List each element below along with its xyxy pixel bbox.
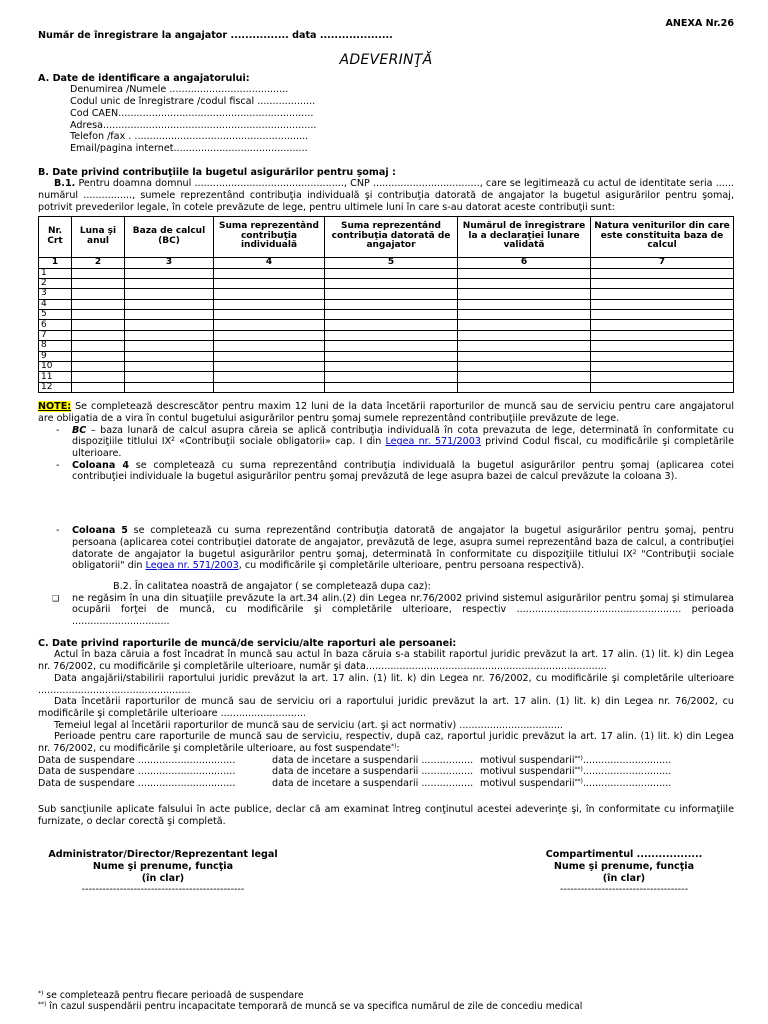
table-cell[interactable] [214,289,325,299]
table-cell[interactable] [458,320,591,330]
col5-superscript: 2 [632,548,637,556]
table-cell[interactable] [325,289,458,299]
table-cell[interactable] [214,351,325,361]
header-individual-contribution: Suma reprezentând contribuţia individuală [214,216,325,257]
table-cell[interactable] [591,382,734,392]
suspension-superscript: *) [391,743,397,751]
reason-dots: ............................. [582,778,672,790]
table-row [39,268,734,278]
table-cell[interactable] [325,341,458,351]
table-cell[interactable] [72,330,125,340]
column-number: 5 [325,257,458,268]
reason-superscript: **) [574,778,583,786]
table-cell[interactable] [125,362,214,372]
note-bc-item [56,425,734,460]
table-row [39,351,734,361]
footnote-2-text: în cazul suspendării pentru incapacitate temporară de muncă se va specifica numărul de zile de concediu medical [46,1001,583,1013]
table-cell[interactable] [125,382,214,392]
table-cell[interactable] [591,351,734,361]
address-line: Adresa...................................................................... [70,119,317,131]
phone-fax-line: Telefon /fax . ......................................................... [70,131,309,143]
note-paragraph [38,401,734,424]
row-number-cell: 10 [39,362,72,372]
row-number-cell: 2 [39,278,72,288]
table-cell[interactable] [125,320,214,330]
document-title: ADEVERINŢĂ [339,51,433,68]
legal-rep-signature-line: ----------------------------------------------- [81,884,245,896]
bc-text: – baza lunară de calcul asupra căreia se aplică contribuţia individuală în cota prevazuta de lege, determinată în conformitate cu dispoziţiile titlului IX [72,424,734,448]
table-cell[interactable] [125,341,214,351]
table-row [39,330,734,340]
header-calc-base: Baza de calcul (BC) [125,216,214,257]
col5-label: Coloana 5 [72,525,128,537]
table-cell[interactable] [591,372,734,382]
column-number: 1 [39,257,72,268]
legal-rep-name-label: Nume şi prenume, funcţia [92,861,234,872]
table-cell[interactable] [72,341,125,351]
note-text: Se completează descrescător pentru maxim 12 luni de la data încetării raporturilor de muncă sau de serviciu pentru care angajatorul are obligatia de a vira în contul bugetului asigurărilor pentru şomaj sumele reprezentând contribuţiile prevăzute de lege. [38,401,734,424]
table-cell[interactable] [591,310,734,320]
signature-legal-rep [38,849,288,896]
b2-checkbox-item[interactable] [38,593,734,628]
footnote-2 [38,1001,734,1012]
row-number-cell: 7 [39,330,72,340]
table-cell[interactable] [325,330,458,340]
law-571-link[interactable]: Legea nr. 571/2003 [385,436,481,448]
header-income-nature: Natura veniturilor din care este constituita baza de calcul [591,216,734,257]
table-cell[interactable] [458,382,591,392]
employer-name-line: Denumirea /Numele ....................................... [70,84,289,96]
table-cell[interactable] [72,372,125,382]
termination-date-line: Data încetării raporturilor de muncă sau de serviciu ori a raportului juridic prevăzut la art. 17 alin. (1) lit. k) din Legea nr. 76/2002, cu modificările şi completările ulterioare ............................ [38,696,734,719]
table-cell[interactable] [591,289,734,299]
table-cell[interactable] [458,289,591,299]
column-number-row [39,257,734,268]
table-cell[interactable] [325,382,458,392]
section-b-heading: B. Date privind contribuţiile la bugetul asigurărilor pentru şomaj : [38,166,396,178]
bc-label: BC [72,424,87,436]
table-row [39,320,734,330]
section-c-heading: C. Date privind raporturile de muncă/de serviciu/alte raporturi ale persoanei: [38,637,457,649]
contributions-table [38,216,734,394]
note-list [38,425,734,484]
row-number-cell: 9 [39,351,72,361]
table-cell[interactable] [125,278,214,288]
note-col5-item [56,525,734,572]
table-cell[interactable] [125,289,214,299]
reason-dots: ............................. [582,766,672,778]
suspension-start: Data de suspendare ................................ [38,766,236,778]
row-number-cell: 6 [39,320,72,330]
department-title: Compartimentul .................. [545,849,703,861]
table-cell[interactable] [214,320,325,330]
suspension-end: data de incetare a suspendarii ................. [272,778,474,790]
bc-text: «Contribuţii sociale obligatorii» cap. I din [175,436,386,448]
table-cell[interactable] [325,351,458,361]
contract-act-line: Actul în baza căruia a fost încadrat în muncă sau actul în baza căruia s-a stabilit raportul juridic prevăzut la art. 17 alin. (1) lit. k) din Legea nr. 76/2002, cu modificările şi completările ulterioare, număr şi data............................................................................... [38,649,734,673]
table-cell[interactable] [214,362,325,372]
legal-rep-clear-label: (în clar) [141,872,185,884]
suspension-row [38,778,734,790]
table-cell[interactable] [72,268,125,278]
table-cell[interactable] [214,341,325,351]
table-cell[interactable] [72,320,125,330]
table-cell[interactable] [72,299,125,309]
table-row [39,299,734,309]
header-month-year: Luna şi anul [72,216,125,257]
table-cell[interactable] [125,351,214,361]
reason-superscript: **) [574,754,583,762]
table-row [39,289,734,299]
table-cell[interactable] [325,320,458,330]
suspension-start: Data de suspendare ................................ [38,754,236,766]
department-clear-label: (în clar) [602,872,646,884]
table-cell[interactable] [72,278,125,288]
column-number: 7 [591,257,734,268]
signature-block [38,849,734,896]
table-cell[interactable] [72,351,125,361]
row-number-cell: 1 [39,268,72,278]
table-row [39,362,734,372]
caen-code-line: Cod CAEN................................................................ [70,107,314,119]
signature-department [524,849,724,896]
law-571-link[interactable]: Legea nr. 571/2003 [145,560,239,572]
table-row [39,310,734,320]
table-cell[interactable] [214,310,325,320]
col5-text: se completează cu suma reprezentând contribuţia datorată de angajator la bugetul asigurărilor pentru şomaj, pentru persoana (aplicarea cotei contribuţiei datorate de angajator, prevăzută de lege, asupra sumei reprezentând baza de calcul, a contribuţiei datorate de angajator la bugetul asigurărilor pentru şomaj, determinată în conformitate cu dispoziţiile titlului IX [72,525,734,560]
footnotes [38,990,734,1013]
table-cell[interactable] [325,268,458,278]
table-cell[interactable] [591,320,734,330]
footnote-2-mark: **) [38,1001,47,1009]
termination-basis-line: Temeiul legal al încetării raporturilor de muncă sau de serviciu (art. şi act normativ) .................................. [54,719,563,731]
table-cell[interactable] [214,268,325,278]
table-cell[interactable] [72,289,125,299]
b1-label: B.1. [54,178,76,190]
table-cell[interactable] [125,268,214,278]
table-cell[interactable] [458,278,591,288]
column-number: 4 [214,257,325,268]
department-signature-line: ------------------------------------- [559,884,689,896]
suspension-colon: : [396,743,400,755]
legal-rep-title: Administrator/Director/Reprezentant legal [48,849,278,861]
b2-heading: B.2. În calitatea noastră de angajator ( se completează dupa caz): [113,580,431,592]
annex-number: ANEXA Nr.26 [665,18,734,29]
table-cell[interactable] [591,362,734,372]
table-cell[interactable] [458,330,591,340]
table-cell[interactable] [72,382,125,392]
section-a-heading: A. Date de identificare a angajatorului: [38,72,250,84]
document-page [38,18,734,896]
suspension-reason: motivul suspendarii [480,778,575,790]
row-number-cell: 5 [39,310,72,320]
suspension-periods-line [38,731,734,754]
bc-text: privind Codul fiscal, cu modificările şi completările ulterioare. [72,436,734,460]
row-number-cell: 12 [39,382,72,392]
table-cell[interactable] [458,299,591,309]
footnote-1-text: se completează pentru fiecare perioadă de suspendare [43,990,304,1001]
footnote-1 [38,990,734,1001]
column-number: 2 [72,257,125,268]
employment-date-line: Data angajării/stabilirii raportului juridic prevăzut la art. 17 alin. (1) lit. k) din Legea nr. 76/2002, cu modificările şi completările ulterioare .................................................. [38,672,734,696]
footnote-1-mark: *) [38,990,44,997]
table-cell[interactable] [591,341,734,351]
table-cell[interactable] [72,362,125,372]
note-label: NOTE: [38,401,72,413]
table-cell[interactable] [214,382,325,392]
row-number-cell: 3 [39,289,72,299]
header-employer-contribution: Suma reprezentând contribuţia datorată de angajator [325,216,458,257]
table-cell[interactable] [591,330,734,340]
suspension-end: data de incetare a suspendarii ................. [272,754,474,766]
table-cell[interactable] [125,330,214,340]
suspension-reason: motivul suspendarii [480,766,575,778]
table-cell[interactable] [214,278,325,288]
table-cell[interactable] [458,268,591,278]
table-cell[interactable] [214,299,325,309]
note-col4-item [56,460,734,483]
col4-text: se completează cu suma reprezentând contribuţia individuală la bugetul asigurărilor pentru şomaj (aplicarea cotei contribuţiei individuale la bugetul asigurărilor pentru şomaj prevăzută de lege asupra bazei de calcul prevăzute la coloana 3). [72,459,735,483]
table-cell[interactable] [458,310,591,320]
suspension-row [38,766,734,778]
b1-paragraph [38,178,734,213]
table-cell[interactable] [214,330,325,340]
department-name-label: Nume şi prenume, funcţia [553,861,695,872]
suspension-reason: motivul suspendarii [480,754,575,766]
registration-line: Număr de înregistrare la angajator ................ data .................... [38,30,393,41]
table-cell[interactable] [325,310,458,320]
table-cell[interactable] [125,310,214,320]
table-cell[interactable] [214,372,325,382]
table-cell[interactable] [325,299,458,309]
note-list-2 [38,525,734,572]
suspension-end: data de incetare a suspendarii ................. [272,766,474,778]
b2-item-text: ne regăsim în una din situaţiile prevăzute la art.34 alin.(2) din Legea nr.76/2002 privind sistemul asigurărilor pentru şomaj şi stimularea ocupării forţei de muncă, cu modificările şi completările ulterioare, respectiv ...................................................... perioada ................................ [72,592,734,628]
table-cell[interactable] [325,372,458,382]
suspension-text: Perioade pentru care raporturile de muncă sau de serviciu, respectiv, după caz, raportul juridic prevăzut la art. 17 alin. (1) lit. k) din Legea nr. 76/2002, cu modificările şi completările ulterioare, au fost suspendate [38,731,734,755]
row-number-cell: 8 [39,341,72,351]
table-cell[interactable] [125,372,214,382]
table-row [39,341,734,351]
table-header-row [39,216,734,257]
declaration-text: Sub sancţiunile aplicate falsului în acte publice, declar că am examinat întreg conţinutul acestei adeverinţe şi, în conformitate cu informaţiile furnizate, o declar corectă şi completă. [38,803,734,827]
column-number: 3 [125,257,214,268]
reason-superscript: **) [574,766,583,774]
suspension-start: Data de suspendare ................................ [38,778,236,790]
b1-text: Pentru doamna domnul ................................................., CNP ..................................., care se legitimează cu actul de identitate seria ...... numărul ................, sumele reprezentând contribuţia individuală şi contribuţia datorată de angajator la bugetul asigurărilor pentru şomaj, potrivit prevederilor legale, în cotele prevăzute de lege, pentru ultimele luni în care s-au datorat aceste contribuţii sunt: [38,178,734,213]
suspension-rows [38,755,734,790]
table-cell[interactable] [591,299,734,309]
row-number-cell: 4 [39,299,72,309]
table-cell[interactable] [591,268,734,278]
table-cell[interactable] [458,351,591,361]
table-row [39,382,734,392]
row-number-cell: 11 [39,372,72,382]
column-number: 6 [458,257,591,268]
table-cell[interactable] [458,372,591,382]
col4-label: Coloana 4 [72,459,130,471]
table-cell[interactable] [591,278,734,288]
email-line: Email/pagina internet............................................ [70,143,308,154]
header-nr-crt: Nr. Crt [39,216,72,257]
table-cell[interactable] [458,341,591,351]
col5-text: , cu modificările şi completările ulterioare, pentru persoana respectivă). [238,560,585,572]
table-cell[interactable] [325,362,458,372]
table-row [39,278,734,288]
reason-dots: ............................. [582,754,672,766]
table-cell[interactable] [325,278,458,288]
bc-superscript: 2 [171,436,175,444]
table-cell[interactable] [458,362,591,372]
suspension-row [38,755,734,767]
table-cell[interactable] [125,299,214,309]
table-row [39,372,734,382]
employer-identification [70,84,734,154]
fiscal-code-line: Codul unic de înregistrare /codul fiscal ................... [70,96,316,108]
header-declaration-number: Numărul de înregistrare la a declaraţiei lunare validată [458,216,591,257]
table-cell[interactable] [72,310,125,320]
col5-text: "Contribuţii sociale obligatorii" din [72,548,734,572]
